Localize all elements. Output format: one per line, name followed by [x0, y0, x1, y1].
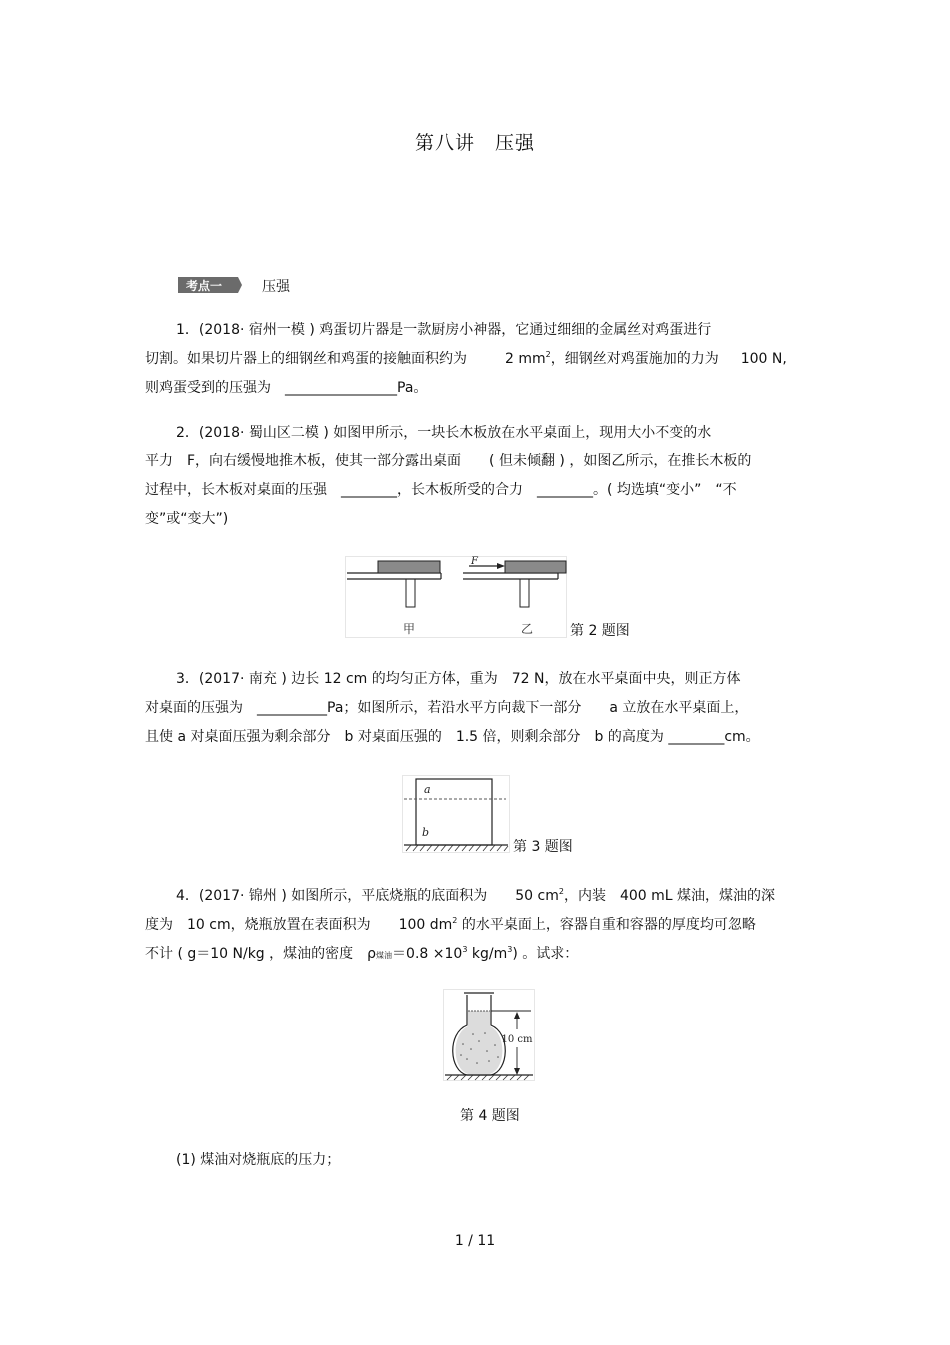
- page-number: 1 / 11: [454, 1233, 496, 1249]
- figure-4-caption: 第 4 题图: [460, 1108, 520, 1124]
- q4-line-1: 4．(2017· 锦州 ) 如图所示，平底烧瓶的底面积为 50 $cm^2$，内装 400 mL 煤油，煤油的深: [176, 887, 776, 904]
- q3-line-1: 3．(2017· 南充 ) 边长 12 cm 的均匀正方体，重为 72 N，放在水平桌面中央，则正方体: [176, 671, 741, 687]
- q3-line-3: 且使 a 对桌面压强为剩余部分 b 对桌面压强的 1.5 倍，则剩余部分 b 的高度为 ________cm。: [145, 729, 760, 745]
- q1-line-3: 则鸡蛋受到的压强为 ________________Pa。: [145, 380, 428, 396]
- figure-3-caption: 第 3 题图: [513, 839, 573, 855]
- section-badge-text: 考点一: [185, 279, 223, 293]
- figure-2: [345, 556, 567, 638]
- figure-3-label-b: b: [422, 826, 430, 839]
- section-badge: [176, 276, 244, 294]
- q1-line-1: 1．(2018· 宿州一模 ) 鸡蛋切片器是一款厨房小神器，它通过细细的金属丝对鸡蛋进行: [176, 322, 712, 338]
- figure-3-label-a: a: [424, 783, 431, 796]
- q1-line-2: 切割。如果切片器上的细钢丝和鸡蛋的接触面积约为 2 $mm^2$，细钢丝对鸡蛋施加的力为 100 N,: [145, 350, 787, 367]
- q2-line-4: 变”或“变大”): [145, 511, 229, 527]
- page-title: 第八讲 压强: [414, 132, 535, 154]
- figure-2-label-yi: 乙: [520, 622, 534, 636]
- q2-line-2: 平力 F，向右缓慢地推木板，使其一部分露出桌面 ( 但未倾翻 ) ，如图乙所示，在推长木板的: [145, 453, 752, 469]
- figure-2-force-label: F: [471, 556, 478, 567]
- q4-line-2: 度为 10 cm，烧瓶放置在表面积为 100 $dm^2$ 的水平桌面上，容器自重和容器的厚度均可忽略: [145, 916, 756, 933]
- q4-line-3: 不计 ( g＝10 N/kg ，煤油的密度 ρ煤油$=0.8 \times 10^3$ $kg/m^3$) 。试求：: [145, 945, 579, 962]
- figure-2-label-jia: 甲: [402, 622, 416, 636]
- figure-4: [443, 989, 535, 1081]
- q4-subquestion-1: (1) 煤油对烧瓶底的压力；: [176, 1152, 341, 1168]
- q2-line-1: 2．(2018· 蜀山区二模 ) 如图甲所示，一块长木板放在水平桌面上，现用大小不变的水: [176, 425, 712, 441]
- figure-4-dimension-label: 10 cm: [501, 1034, 533, 1045]
- q2-line-3: 过程中，长木板对桌面的压强 ________，长木板所受的合力 ________。( 均选填“变小” “不: [145, 482, 737, 498]
- section-label: 压强: [262, 279, 290, 295]
- q3-line-2: 对桌面的压强为 __________Pa；如图所示，若沿水平方向裁下一部分 a 立放在水平桌面上，: [145, 700, 749, 716]
- figure-3: [402, 775, 510, 853]
- figure-2-caption: 第 2 题图: [570, 623, 630, 639]
